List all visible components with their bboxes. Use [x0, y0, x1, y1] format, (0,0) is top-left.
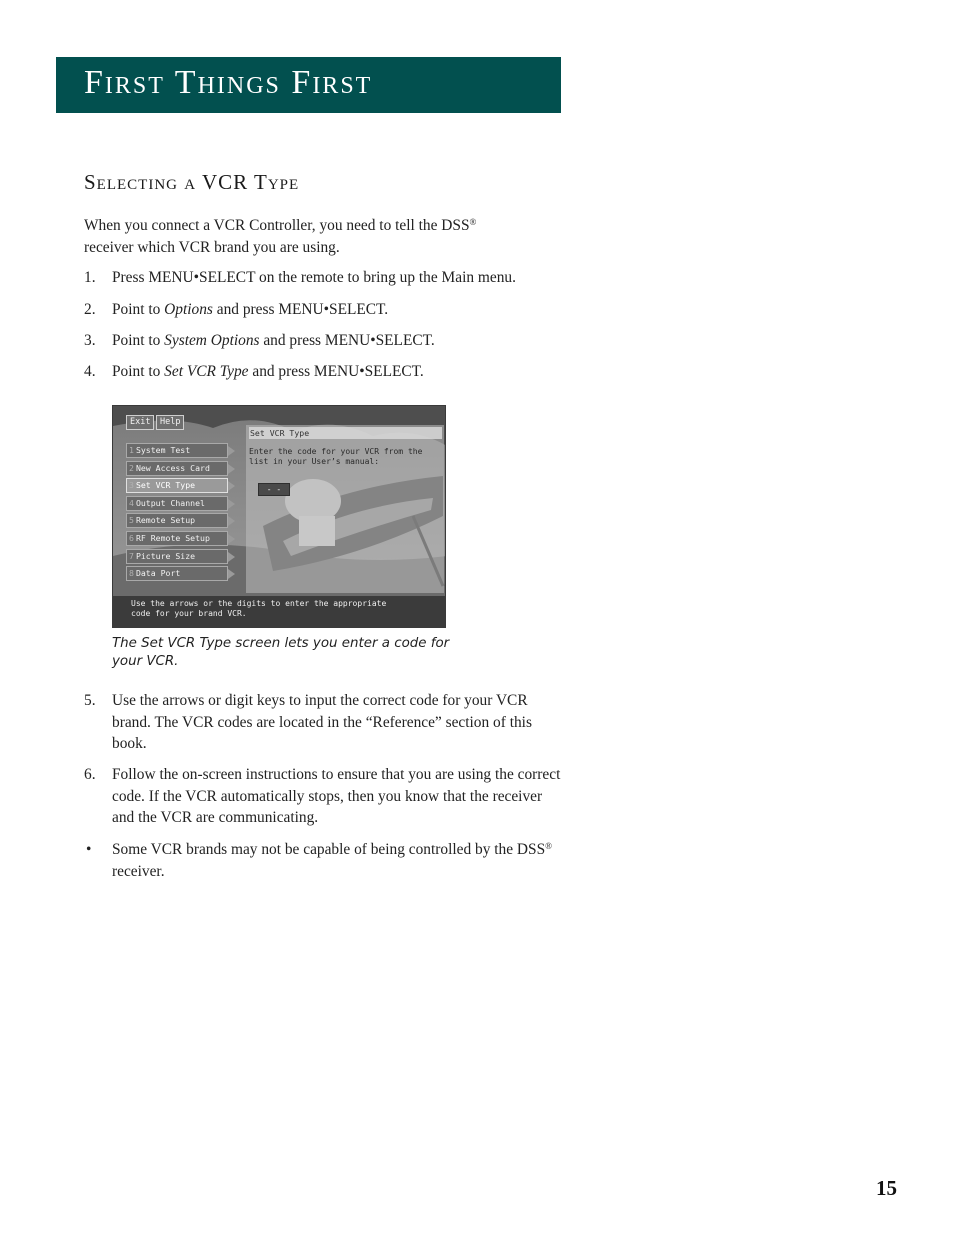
step-text: Use the arrows or digit keys to input the correct code for your VCR brand. The VCR codes are located in the “Reference” section of this book.: [112, 692, 532, 752]
screen-hint-bar: Use the arrows or the digits to enter the appropriate code for your brand VCR.: [113, 596, 446, 628]
bullet-text: Some VCR brands may not be capable of being controlled by the DSS® receiver.: [112, 841, 552, 880]
menu-item-new-access-card[interactable]: 2 New Access Card: [126, 461, 228, 476]
menu-item-set-vcr-type[interactable]: 3 Set VCR Type: [126, 478, 228, 493]
step-number: 5.: [84, 692, 96, 709]
registered-mark: ®: [469, 217, 477, 227]
vcr-code-input[interactable]: - -: [258, 483, 290, 496]
menu-item-rf-remote-setup[interactable]: 6 RF Remote Setup: [126, 531, 228, 546]
step-3: [84, 330, 564, 352]
menu-item-remote-setup[interactable]: 5 Remote Setup: [126, 513, 228, 528]
step-text: Press MENU•SELECT on the remote to bring up the Main menu.: [112, 269, 516, 286]
help-button[interactable]: Help: [156, 415, 184, 430]
step-2: [84, 299, 564, 321]
step-6: [84, 764, 564, 829]
step-number: 1.: [84, 269, 96, 286]
menu-item-data-port[interactable]: 8 Data Port: [126, 566, 228, 581]
step-number: 3.: [84, 332, 96, 349]
panel-instructions: Enter the code for your VCR from the list in your User’s manual:: [249, 447, 423, 466]
bullet-note: [84, 839, 564, 882]
step-number: 4.: [84, 363, 96, 380]
chapter-banner: [56, 57, 561, 113]
step-number: 6.: [84, 766, 96, 783]
intro-paragraph: [84, 215, 564, 258]
panel-title: Set VCR Type: [249, 427, 442, 439]
intro-line-2: receiver which VCR brand you are using.: [84, 238, 340, 256]
step-text: Follow the on-screen instructions to ensure that you are using the correct code. If the VCR automatically stops, then you know that the receiver and the VCR are communicating.: [112, 766, 561, 826]
chapter-title: First Things First: [84, 64, 373, 101]
step-text: Point to Options and press MENU•SELECT.: [112, 301, 389, 318]
menu-item-output-channel[interactable]: 4 Output Channel: [126, 496, 228, 511]
menu-item-picture-size[interactable]: 7 Picture Size: [126, 549, 228, 564]
step-4: [84, 361, 564, 383]
set-vcr-type-panel: [246, 425, 444, 593]
step-5: [84, 690, 564, 755]
menu-item-system-test[interactable]: 1 System Test: [126, 443, 228, 458]
section-heading: Selecting a VCR Type: [84, 170, 300, 194]
figure-caption: The Set VCR Type screen lets you enter a code for your VCR.: [112, 636, 450, 669]
bullet-mark: •: [86, 841, 92, 858]
step-text: Point to System Options and press MENU•SELECT.: [112, 332, 435, 349]
exit-button[interactable]: Exit: [126, 415, 154, 430]
page-number: 15: [876, 1176, 897, 1200]
step-number: 2.: [84, 301, 96, 318]
set-vcr-type-screenshot: [112, 405, 446, 628]
step-text: Point to Set VCR Type and press MENU•SELECT.: [112, 363, 424, 380]
step-1: [84, 267, 564, 289]
intro-line-1: When you connect a VCR Controller, you need to tell the DSS: [84, 217, 470, 234]
system-options-menu: [126, 443, 228, 584]
